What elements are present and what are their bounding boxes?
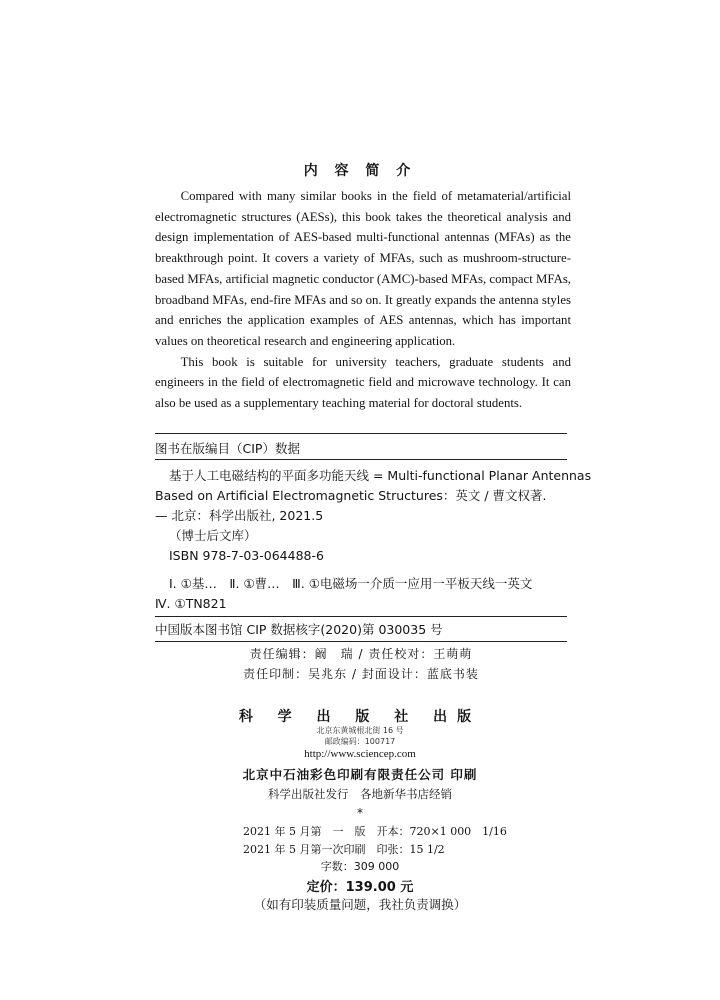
cip-bottom-rule xyxy=(155,641,567,642)
cip-classification: Ⅰ. ①基… Ⅱ. ①曹… Ⅲ. ①电磁场一介质一应用一平板天线一英文 xyxy=(169,576,533,591)
printer-name: 北京中石油彩色印刷有限责任公司 印刷 xyxy=(242,767,478,782)
content-summary-title: 内 容 简 介 xyxy=(303,163,417,179)
distribution-note: 科学出版社发行 各地新华书店经销 xyxy=(268,787,452,801)
production-credit: 责任印制：吴兆东 / 封面设计：蓝底书装 xyxy=(243,667,479,681)
cip-number-rule xyxy=(155,616,567,617)
cip-entry-line: Based on Artificial Electromagnetic Structures：英文 / 曹文权著. xyxy=(155,488,547,503)
credits xyxy=(155,644,567,684)
summary-paragraph: Compared with many similar books in the field of metamaterial/artificial electromagnetic structures (AESs), this book takes the theoretical analysis and design implementation of AES-based multi-functional antennas (MFAs) as the breakthrough point. It covers a variety of MFAs, such as mushroom-structure-based MFAs, artificial magnetic conductor (AMC)-based MFAs, compact MFAs, broadband MFAs, end-fire MFAs and so on. It greatly expands the antenna styles and enriches the application examples of AES antennas, which has important values on theoretical research and engineering application. xyxy=(155,189,571,348)
cip-number: 中国版本图书馆 CIP 数据核字(2020)第 030035 号 xyxy=(155,622,443,637)
cip-top-rule xyxy=(155,433,567,434)
word-count: 字数：309 000 xyxy=(320,860,400,873)
summary-paragraph: This book is suitable for university teachers, graduate students and engineers in the field of electromagnetic field and microwave technology. It can also be used as a supplementary teaching material for doctoral students. xyxy=(155,354,571,411)
price: 定价：139.00 元 xyxy=(306,880,414,895)
cip-heading-rule xyxy=(155,459,567,460)
editor-credit: 责任编辑：阚 瑞 / 责任校对：王萌萌 xyxy=(249,647,473,661)
publisher-name: 科 学 出 版 社 出版 xyxy=(238,709,482,725)
cip-entry-line: 基于人工电磁结构的平面多功能天线 = Multi-functional Planar Antennas xyxy=(169,468,592,483)
publisher-url: http://www.sciencep.com xyxy=(304,748,416,760)
publisher-address: 北京东黄城根北街 16 号 xyxy=(316,726,404,735)
cip-heading: 图书在版编目（CIP）数据 xyxy=(155,441,300,456)
printing-info: 2021 年 5 月第一次印刷 印张：15 1/2 xyxy=(243,843,445,856)
publisher-postcode: 邮政编码：100717 xyxy=(324,737,396,746)
cip-entry-line: — 北京：科学出版社, 2021.5 xyxy=(155,508,324,523)
cip-isbn: ISBN 978-7-03-064488-6 xyxy=(169,548,324,563)
cip-classification: Ⅳ. ①TN821 xyxy=(155,596,227,611)
cip-series: （博士后文库） xyxy=(169,528,257,543)
quality-note: （如有印装质量问题，我社负责调换） xyxy=(253,897,467,912)
cip-record xyxy=(155,466,592,614)
content-summary xyxy=(155,186,571,414)
separator-asterisk: * xyxy=(357,806,363,820)
edition-info: 2021 年 5 月第 一 版 开本：720×1 000 1/16 xyxy=(243,825,507,838)
